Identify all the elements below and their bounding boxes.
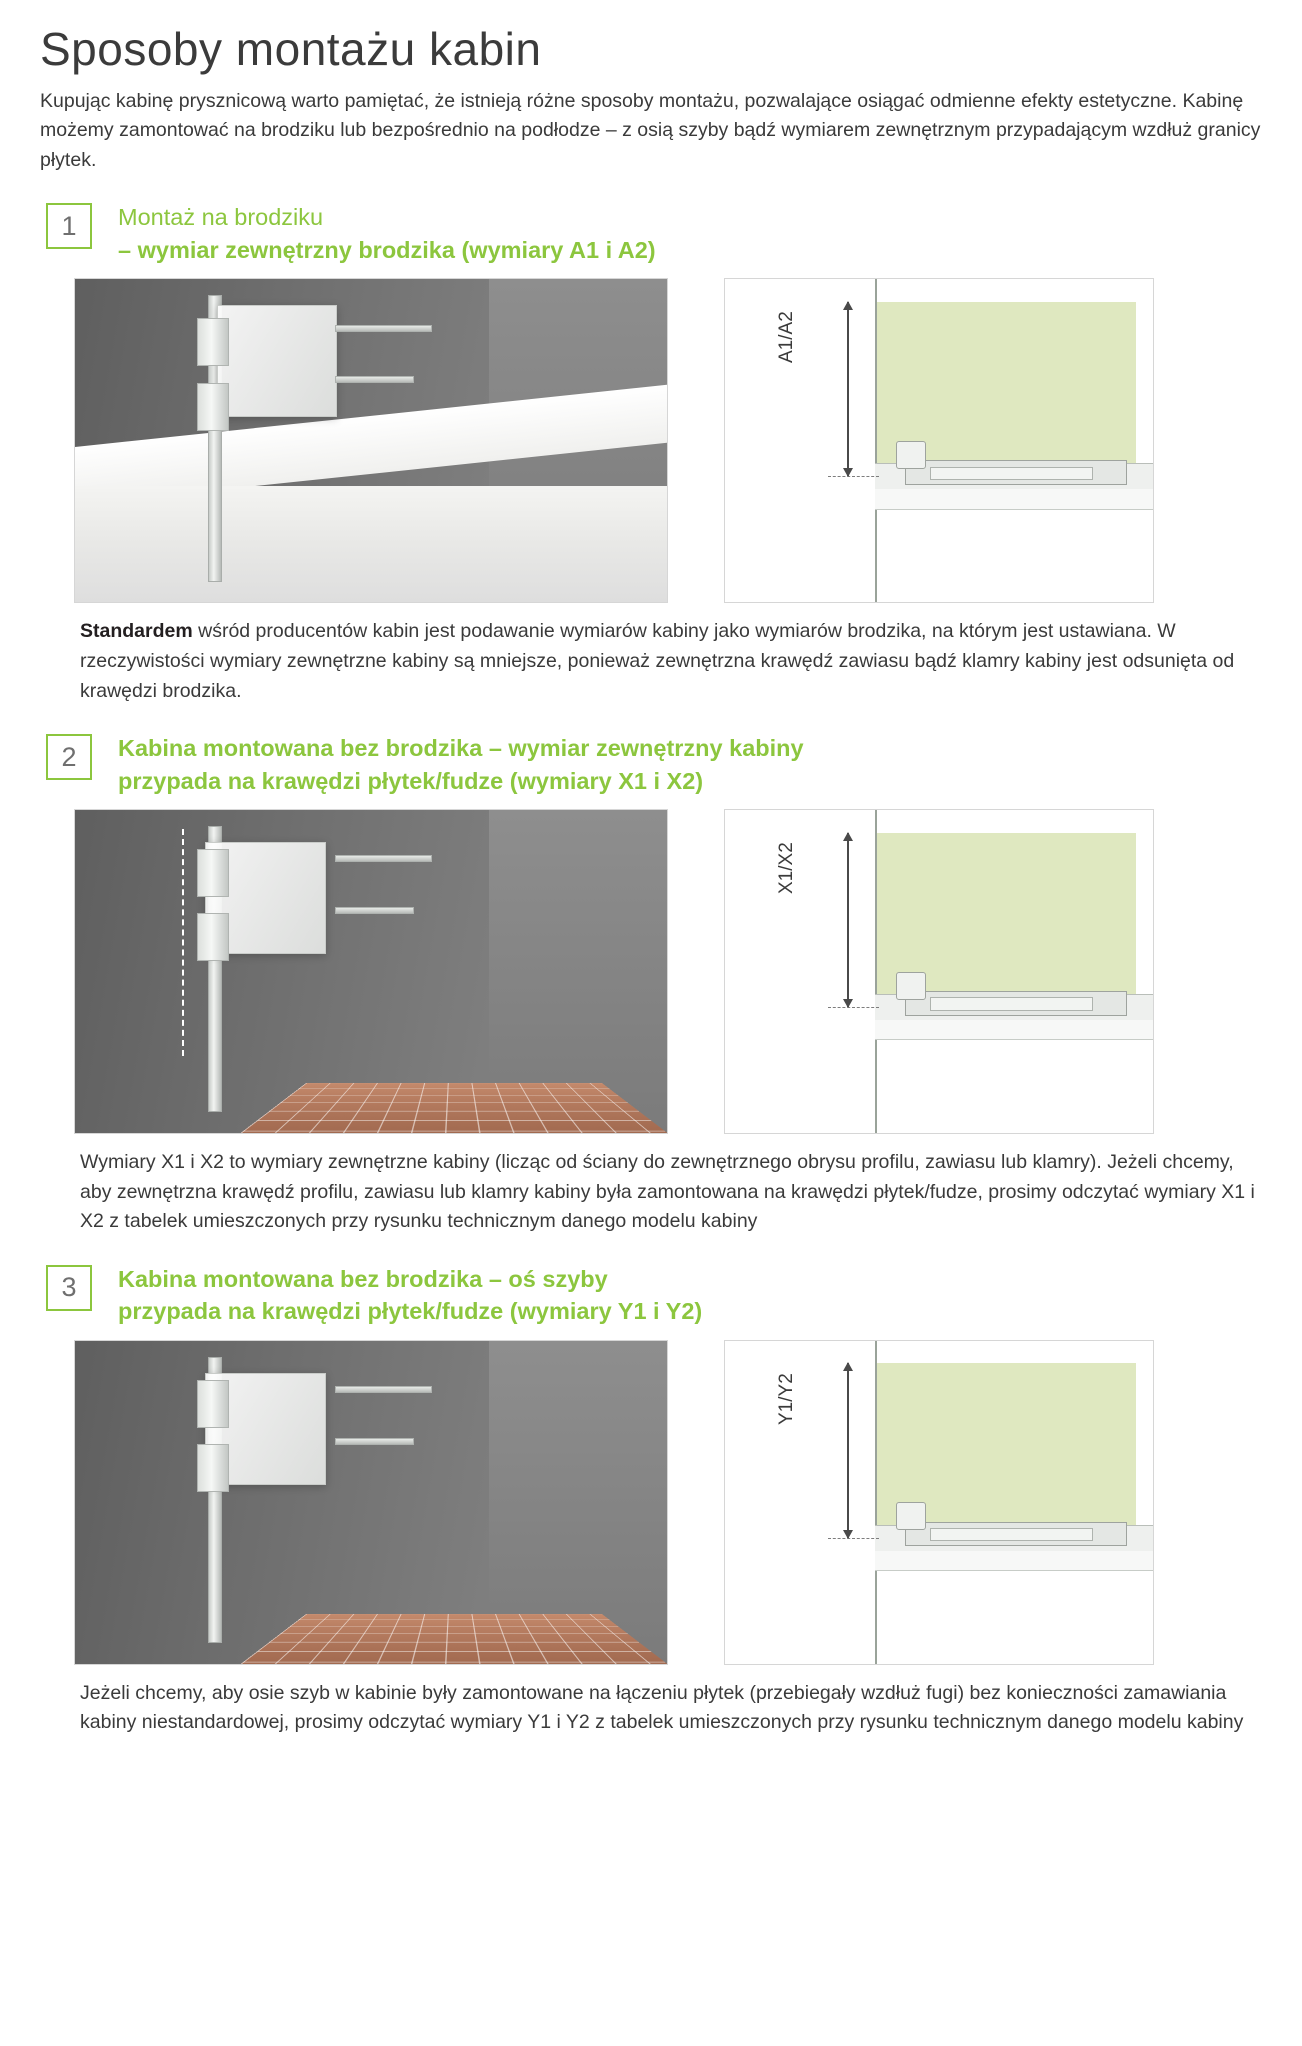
- diagram-dimension-arrow: [847, 1363, 849, 1537]
- photo-alignment-dashed-line: [182, 829, 184, 1055]
- photo-handle-bar-lower: [335, 1438, 414, 1445]
- section-3-diagram: [724, 1340, 1154, 1665]
- section-2-photo: [74, 809, 668, 1134]
- diagram-profile-inner: [930, 1528, 1093, 1541]
- section-2-title-line1: Kabina montowana bez brodzika – wymiar zewnętrzny kabiny: [118, 735, 804, 762]
- diagram-canvas: [725, 810, 1153, 1133]
- diagram-wall-line: [875, 279, 877, 602]
- section-3-heading: [40, 1263, 1262, 1328]
- diagram-dimension-tick: [828, 1538, 879, 1539]
- diagram-profile-inner: [930, 997, 1093, 1010]
- section-1-number: 1: [46, 203, 92, 249]
- section-3-number: 3: [46, 1265, 92, 1311]
- section-1-caption: [80, 617, 1262, 706]
- photo-hinge-lower: [197, 383, 229, 431]
- diagram-dimension-tick: [828, 476, 879, 477]
- diagram-dimension-arrow: [847, 833, 849, 1007]
- photo-hinge-upper: [197, 318, 229, 366]
- photo-hinge-lower: [197, 1444, 229, 1492]
- section-2-diagram: [724, 809, 1154, 1134]
- section-1-title-line2: – wymiar zewnętrzny brodzika (wymiary A1 i A2): [118, 236, 656, 263]
- section-1-title: [118, 201, 656, 266]
- photo-hinge-upper: [197, 849, 229, 897]
- diagram-hinge: [896, 972, 926, 1000]
- diagram-dimension-label: Y1/Y2: [776, 1372, 798, 1425]
- photo-floor-tiles: [241, 1614, 667, 1664]
- photo-handle-bar-lower: [335, 907, 414, 914]
- section-3-title: [118, 1263, 702, 1328]
- diagram-glass-fill: [875, 302, 1136, 464]
- diagram-floor-band: [875, 489, 1153, 509]
- diagram-dimension-label: X1/X2: [776, 842, 798, 894]
- section-1-caption-bold: Standardem: [80, 620, 193, 643]
- diagram-floor-band: [875, 1551, 1153, 1571]
- diagram-canvas: [725, 1341, 1153, 1664]
- section-3-caption: Jeżeli chcemy, aby osie szyb w kabinie były zamontowane na łączeniu płytek (przebiegały wzdłuż fugi) bez konieczności zamawiania kabiny niestandardowej, prosimy odczytać wymiary Y1 i Y2 z tabelek umieszczonych przy rysunku technicznym danego modelu kabiny: [80, 1681, 1244, 1734]
- section-2-number: 2: [46, 734, 92, 780]
- photo-handle-bar-upper: [335, 855, 432, 862]
- diagram-wall-line: [875, 810, 877, 1133]
- section-1-title-line1: Montaż na brodziku: [118, 204, 324, 231]
- diagram-floor-band: [875, 1020, 1153, 1040]
- section-2-caption: Wymiary X1 i X2 to wymiary zewnętrzne kabiny (licząc od ściany do zewnętrznego obrysu profilu, zawiasu lub klamry). Jeżeli chcemy, aby zewnętrzna krawędź profilu, zawiasu lub klamry kabiny była zamontowana na krawędzi płytek/fudze, prosimy odczytać wymiary X1 i X2 z tabelek umieszczonych przy rysunku technicznym danego modelu kabiny: [80, 1151, 1255, 1233]
- photo-shower-tray: [75, 486, 667, 602]
- intro-paragraph: Kupując kabinę prysznicową warto pamiętać, że istnieją różne sposoby montażu, pozwalające osiągać odmienne efekty estetyczne. Kabinę możemy zamontować na brodziku lub bezpośrednio na podłodze – z osią szyby bądź wymiarem zewnętrznym przypadającym wzdłuż granicy płytek.: [40, 89, 1261, 171]
- section-2-heading: [40, 732, 1262, 797]
- photo-hinge-upper: [197, 1380, 229, 1428]
- photo-glass-panel: [217, 305, 337, 417]
- diagram-hinge: [896, 441, 926, 469]
- section-1-figures: [74, 278, 1262, 603]
- section-1-photo: [74, 278, 668, 603]
- section-2-title: [118, 732, 804, 797]
- photo-handle-bar-upper: [335, 325, 432, 332]
- section-3-title-line1: Kabina montowana bez brodzika – oś szyby: [118, 1265, 608, 1292]
- section-2-title-line2: przypada na krawędzi płytek/fudze (wymiary X1 i X2): [118, 767, 704, 794]
- section-1-caption-text: wśród producentów kabin jest podawanie wymiarów kabiny jako wymiarów brodzika, na którym jest ustawiana. W rzeczywistości wymiary zewnętrzne kabiny są mniejsze, ponieważ zewnętrzna krawędź zawiasu bądź klamry kabiny jest odsunięta od krawędzi brodzika.: [80, 620, 1235, 702]
- diagram-glass-fill: [875, 833, 1136, 995]
- section-2-figures: [74, 809, 1262, 1134]
- section-3-figures: [74, 1340, 1262, 1665]
- diagram-dimension-arrow: [847, 302, 849, 476]
- photo-handle-bar-upper: [335, 1386, 432, 1393]
- page-title: Sposoby montażu kabin: [40, 23, 542, 75]
- diagram-canvas: [725, 279, 1153, 602]
- diagram-hinge: [896, 1502, 926, 1530]
- section-3-title-line2: przypada na krawędzi płytek/fudze (wymiary Y1 i Y2): [118, 1298, 703, 1325]
- section-1-diagram: [724, 278, 1154, 603]
- diagram-wall-line: [875, 1341, 877, 1664]
- diagram-glass-fill: [875, 1363, 1136, 1525]
- diagram-dimension-label: A1/A2: [776, 311, 798, 364]
- diagram-dimension-tick: [828, 1007, 879, 1008]
- photo-handle-bar-lower: [335, 376, 414, 383]
- photo-hinge-lower: [197, 913, 229, 961]
- diagram-profile-inner: [930, 467, 1093, 480]
- section-1-heading: [40, 201, 1262, 266]
- section-3-photo: [74, 1340, 668, 1665]
